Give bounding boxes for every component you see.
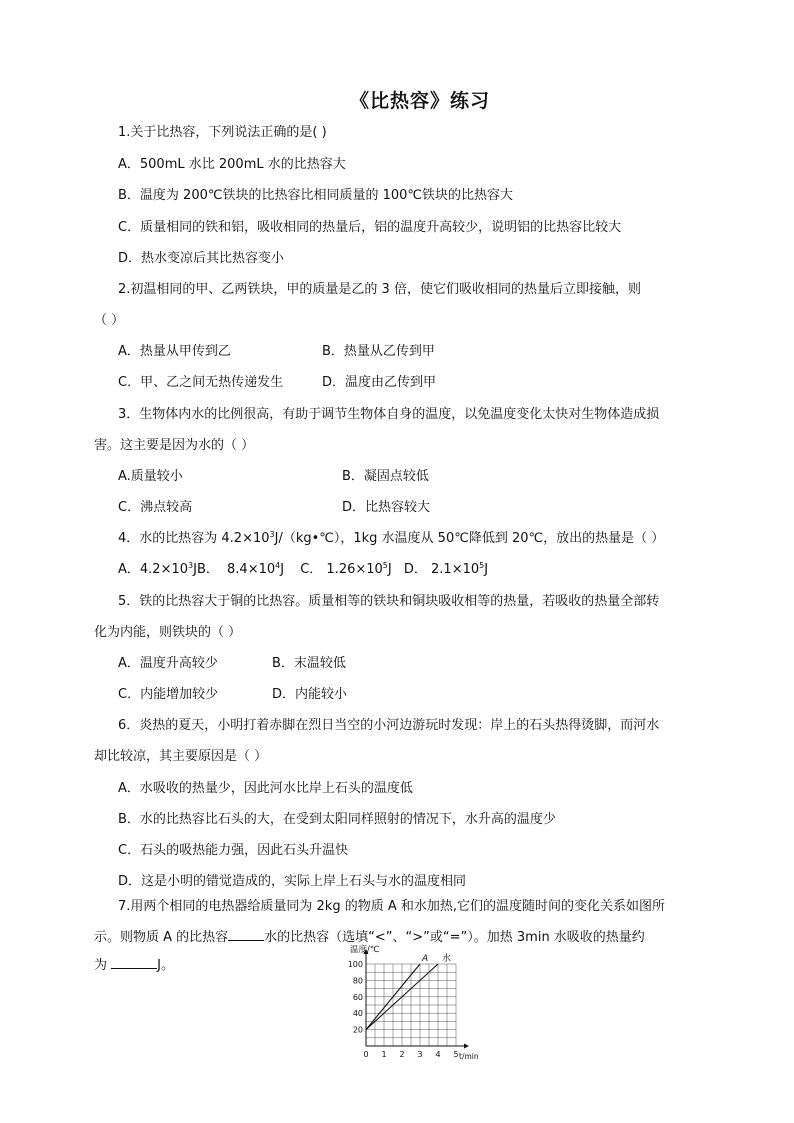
q4-stem-exponent: 3 — [269, 530, 275, 539]
q7-stem-line3 — [94, 954, 174, 975]
q4-options-row — [118, 561, 488, 579]
q1-option-b: B．温度为 200℃铁块的比热容比相同质量的 100℃铁块的比热容大 — [118, 188, 514, 203]
q3-stem-line1: 3．生物体内水的比例很高，有助于调节生物体自身的温度，以免温度变化太快对生物体造成损 — [118, 407, 660, 422]
y-tick-label: 60 — [352, 992, 363, 1002]
q2-option-d: D．温度由乙传到甲 — [322, 375, 437, 390]
q4-stem — [118, 530, 664, 548]
x-tick-label: 0 — [363, 1050, 369, 1059]
q4-stem-text-a: 4．水的比热容为 4.2×10 — [118, 531, 270, 546]
x-tick-label: 3 — [417, 1050, 423, 1059]
q2-option-a: A．热量从甲传到乙 — [118, 344, 231, 359]
q7-stem-line3-a: 为 — [94, 958, 112, 973]
q3-option-a: A.质量较小 — [118, 469, 183, 484]
q5-option-c: C．内能增加较少 — [118, 687, 219, 702]
q7-stem-line1: 7.用两个相同的电热器给质量同为 2kg 的物质 A 和水加热,它们的温度随时间的变化关系如图所 — [118, 899, 666, 914]
q2-stem-line2: （ ） — [94, 313, 125, 328]
q1-option-a: A．500mL 水比 200mL 水的比热容大 — [118, 157, 346, 172]
q4-stem-text-b: J/（kg•℃），1kg 水温度从 50℃降低到 20℃，放出的热量是（ ） — [274, 531, 665, 546]
series-label-1: 水 — [442, 954, 452, 964]
q6-option-b: B．水的比热容比石头的大，在受到太阳同样照射的情况下，水升高的温度少 — [118, 812, 556, 827]
q7-stem-line3-b: J。 — [157, 958, 174, 973]
q5-option-a: A．温度升高较少 — [118, 656, 218, 671]
chart-labels — [348, 944, 479, 1061]
q3-option-c: C．沸点较高 — [118, 500, 193, 515]
q6-stem-line2: 却比较凉，其主要原因是（ ） — [94, 749, 268, 764]
q3-option-b: B．凝固点较低 — [342, 469, 429, 484]
y-tick-label: 80 — [352, 976, 363, 986]
q7-answer-blank-2[interactable] — [111, 954, 157, 969]
x-axis-label: t/min — [459, 1052, 479, 1061]
q3-option-d: D．比热容较大 — [342, 500, 431, 515]
q4-option-c: C． $1.26\times 10^5J$ — [300, 561, 392, 577]
x-tick-label: 5 — [453, 1050, 459, 1059]
y-tick-label: 40 — [352, 1009, 363, 1019]
x-tick-label: 4 — [435, 1050, 441, 1059]
y-tick-label: 100 — [347, 960, 363, 969]
q3-stem-line2: 害。这主要是因为水的（ ） — [94, 438, 255, 453]
q2-option-b: B．热量从乙传到甲 — [322, 344, 435, 359]
q5-option-d: D．内能较小 — [272, 687, 348, 702]
q2-stem-line1: 2.初温相同的甲、乙两铁块，甲的质量是乙的 3 倍，使它们吸收相同的热量后立即接触，则 — [118, 282, 641, 297]
chart-grid — [366, 964, 456, 1046]
page-title: 《比热容》练习 — [349, 90, 490, 112]
y-axis-label: 温度/℃ — [350, 945, 380, 955]
q5-stem-line2: 化为内能，则铁块的（ ） — [94, 625, 242, 640]
q1-option-c: C．质量相同的铁和铝，吸收相同的热量后，铝的温度升高较少，说明铝的比热容比较大 — [118, 220, 622, 235]
x-tick-label: 1 — [381, 1050, 387, 1059]
q7-stem-line2-a: 示。则物质 A 的比热容 — [94, 930, 229, 945]
temperature-time-chart — [338, 942, 488, 1064]
x-tick-label: 2 — [399, 1050, 405, 1059]
y-tick-label: 20 — [352, 1025, 363, 1035]
q6-option-c: C．石头的吸热能力强，因此石头升温快 — [118, 843, 349, 858]
q4-option-b: $8.4\times 10^4J$ — [227, 561, 285, 577]
q6-option-a: A．水吸收的热量少，因此河水比岸上石头的温度低 — [118, 781, 413, 796]
q7-answer-blank-1[interactable] — [228, 926, 264, 941]
q6-option-d: D．这是小明的错觉造成的，实际上岸上石头与水的温度相同 — [118, 874, 467, 889]
series-label-0: A — [422, 954, 429, 964]
q1-option-d: D．热水变凉后其比热容变小 — [118, 251, 285, 266]
q6-stem-line1: 6．炎热的夏天，小明打着赤脚在烈日当空的小河边游玩时发现：岸上的石头热得烫脚，而河水 — [118, 718, 660, 733]
q2-option-c: C．甲、乙之间无热传递发生 — [118, 375, 284, 390]
q4-option-a: A．$4.2\times 10^3JB$． — [118, 561, 219, 577]
x-axis-arrow — [464, 1044, 469, 1049]
q1-stem: 1.关于比热容，下列说法正确的是( ) — [118, 125, 327, 140]
q5-option-b: B．末温较低 — [272, 656, 346, 671]
q4-option-d: D． $2.1\times 10^5J$ — [403, 561, 489, 577]
q5-stem-line1: 5．铁的比热容大于铜的比热容。质量相等的铁块和铜块吸收相等的热量，若吸收的热量全部转 — [118, 594, 660, 609]
q7-stem-line2-b: 水的比热容（选填“<”、“>”或“=”）。加热 3min 水吸收的热量约 — [264, 930, 645, 945]
